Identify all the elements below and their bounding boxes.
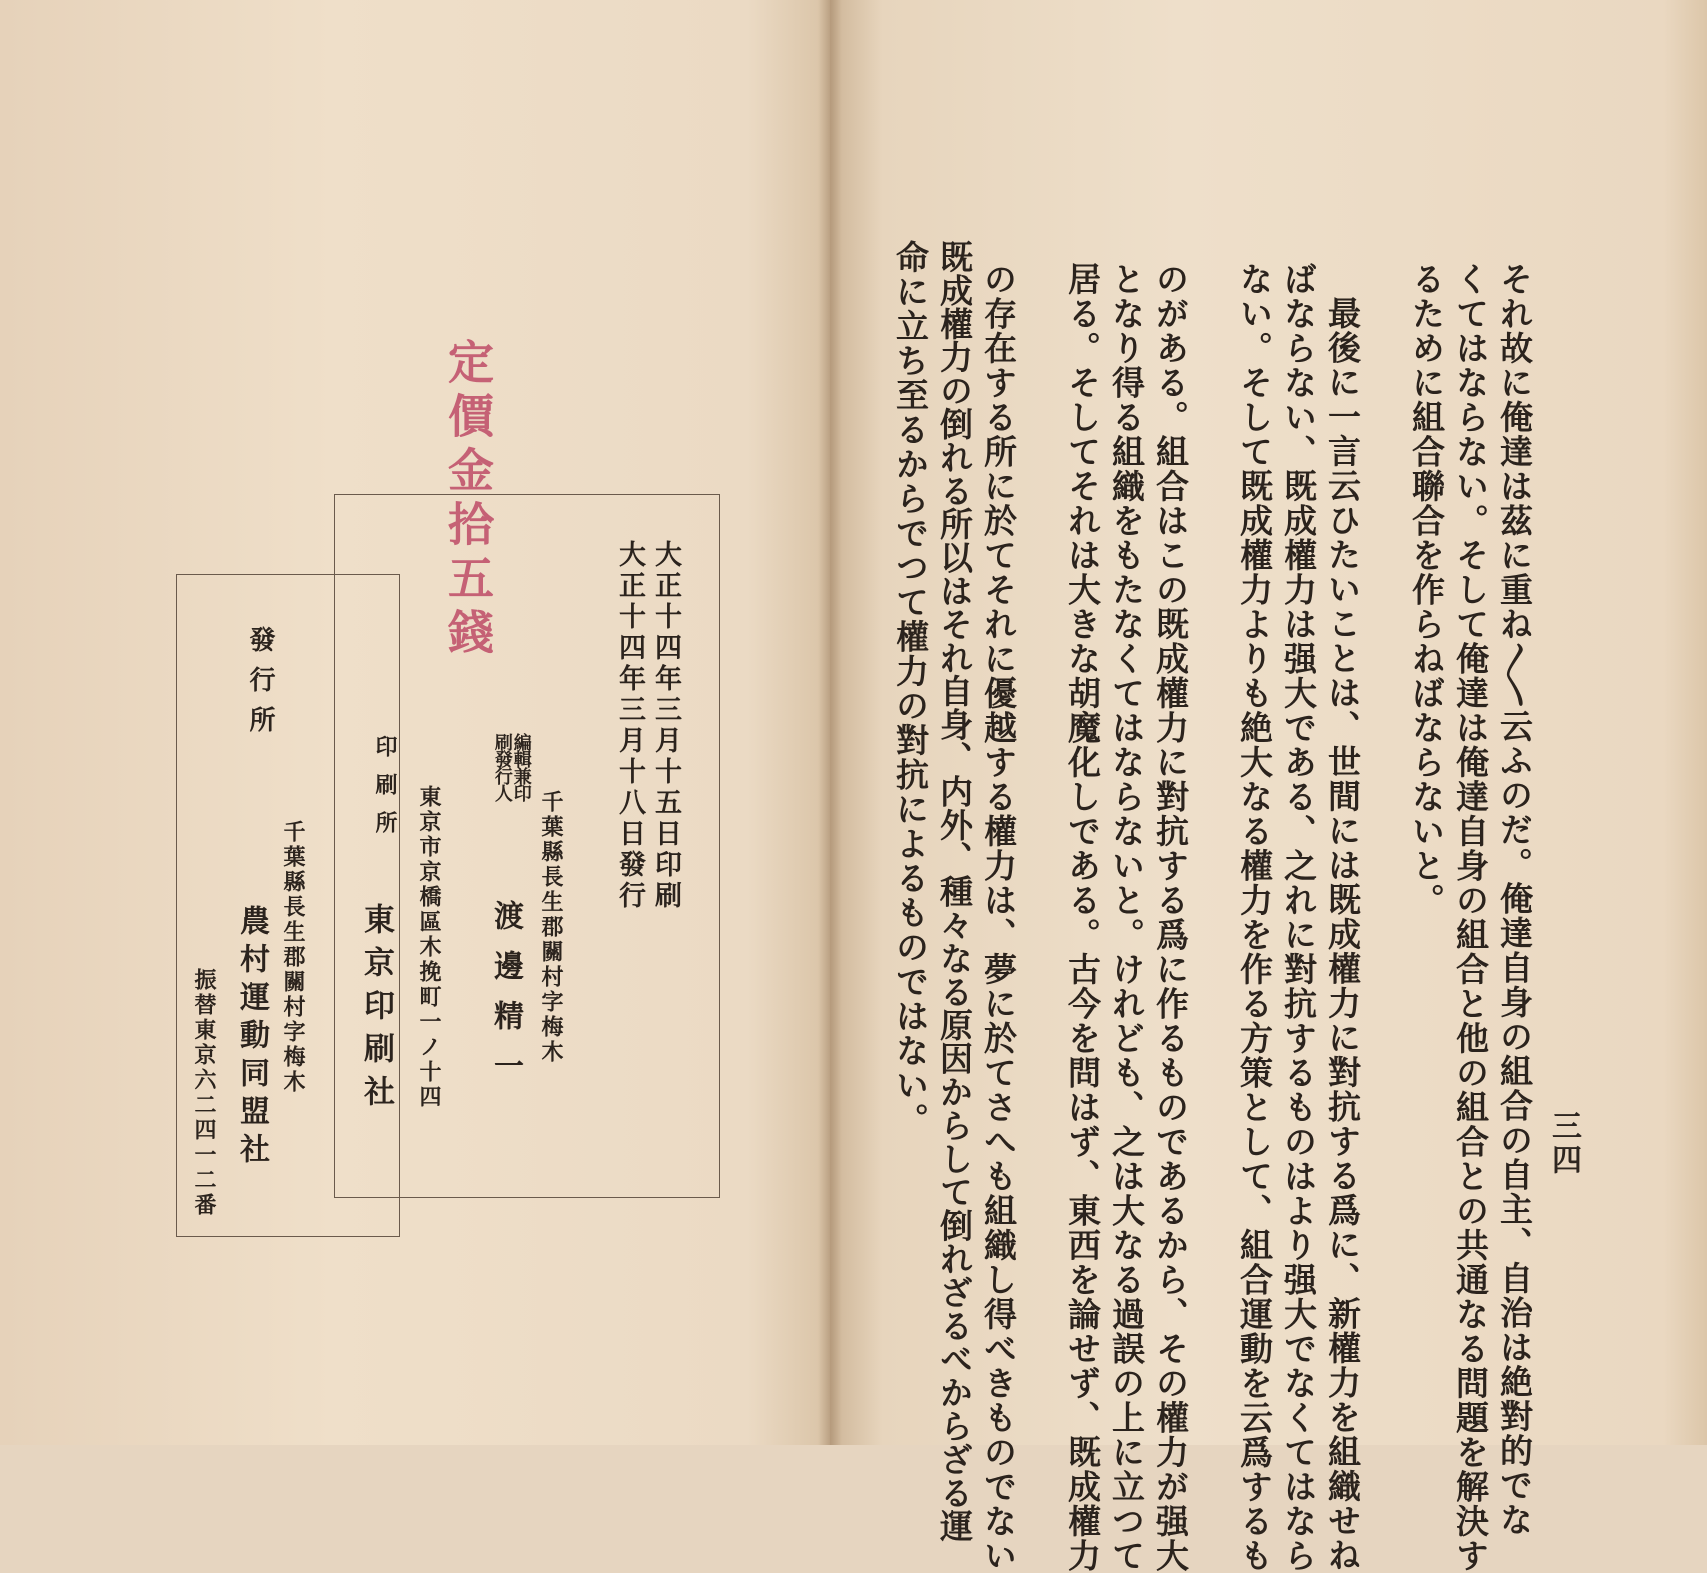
body-column-9: 居る。そしてそれは大きな胡魔化しである。古今を問はず、東西を論せず、既成權力 [1063,262,1102,1573]
printer-address: 東京市京橋區木挽町一ノ十四 [416,785,442,1110]
body-column-4: 最後に一言云ひたいことは、世間には既成權力に對抗する爲に、新權力を組織せね [1323,296,1362,1573]
body-column-11: 既成權力の倒れる所以はそれ自身、内外、種々なる原因からして倒れざるべからざる運 [935,240,974,1543]
transfer-account: 振替東京六二四一二番 [191,968,217,1218]
editor-address: 千葉縣長生郡關村字梅木 [538,790,564,1065]
editor-label: 編輯兼印刷發行人 [491,733,532,801]
body-column-2: くてはならない。そして俺達は俺達自身の組合と他の組合との共通なる問題を解決す [1451,262,1490,1573]
body-column-10: の存在する所に於てそれに優越する權力は、夢に於てさへも組織し得べきものでない [979,262,1018,1573]
publisher-address: 千葉縣長生郡關村字梅木 [280,820,306,1095]
book-gutter [818,0,842,1445]
body-column-6: ない。そして既成權力よりも絶大なる權力を作る方策として、組合運動を云爲するも [1235,262,1274,1573]
body-column-3: るために組合聯合を作らねばならないと。 [1407,262,1446,918]
body-column-7: のがある。組合はこの既成權力に對抗する爲に作るものであるから、その權力が强大 [1151,262,1190,1573]
body-column-5: ばならない、既成權力は强大である、之れに對抗するものはより强大でなくてはなら [1279,262,1318,1573]
publisher-label: 發行所 [245,626,275,746]
printed-date: 大正十四年三月十五日印刷 [650,540,681,912]
editor-name: 渡邊精一 [488,900,523,1100]
printer-name: 東京印刷社 [358,903,394,1118]
body-column-8: となり得る組織をもたなくてはならないと。けれども、之は大なる過誤の上に立つて [1107,262,1146,1573]
publisher-name: 農村運動同盟社 [234,905,269,1171]
page-number: 三四 [1546,1110,1581,1178]
printer-label: 印刷所 [372,735,398,849]
body-column-12: 命に立ち至るからでつて權力の對抗によるものではない。 [891,240,930,1137]
price-stamp: 定價金拾五錢 [441,338,495,662]
body-column-1: それ故に俺達は茲に重ね〳〵云ふのだ。俺達自身の組合の自主、自治は絶對的でな [1495,262,1534,1537]
published-date: 大正十四年三月十八日發行 [614,540,645,912]
